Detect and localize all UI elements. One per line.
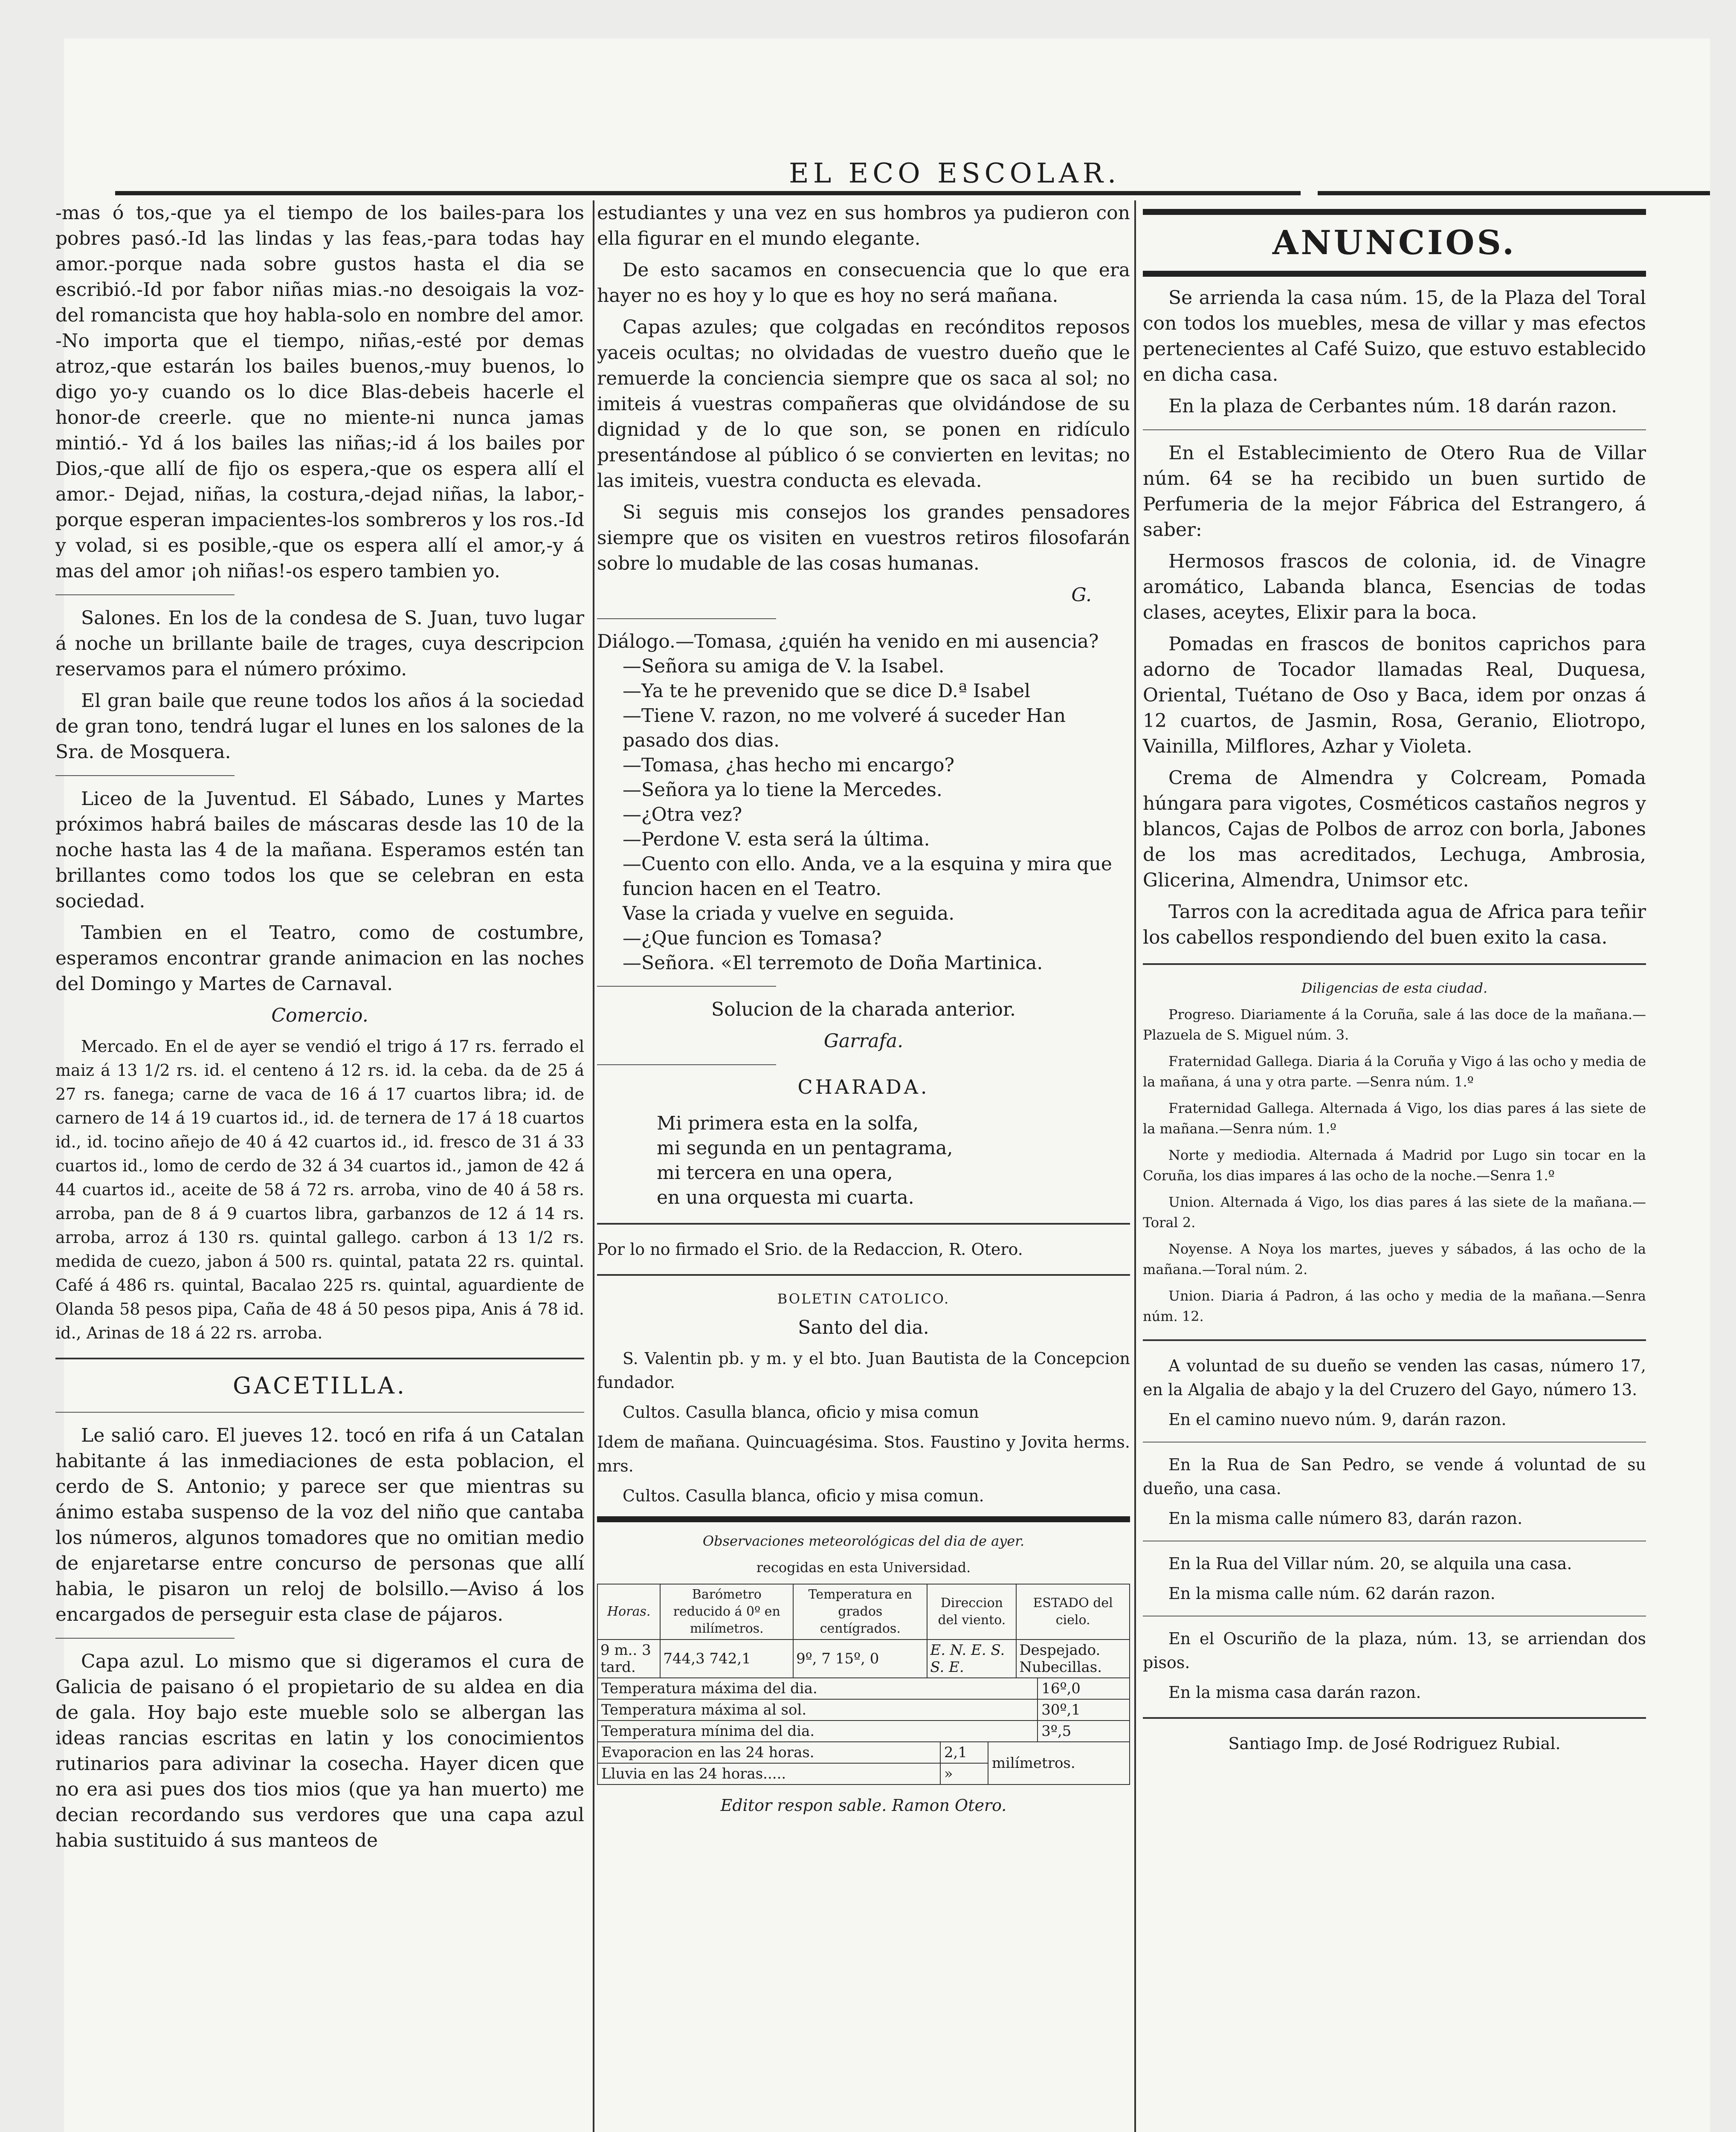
anuncio-oscurino: En el Oscuriño de la plaza, núm. 13, se arriendan dos pisos. xyxy=(1143,1629,1646,1672)
header-horas: Horas. xyxy=(597,1584,660,1640)
header-temperatura: Temperatura en grados centígrados. xyxy=(793,1584,927,1640)
anuncio-perfumeria: En el Establecimiento de Otero Rua de Villar núm. 64 se ha recibido un buen surtido de Perfumeria de la mejor Fábrica del Estrangero, á saber: xyxy=(1143,442,1646,541)
diligencia-item: Progreso. Diariamente á la Coruña, sale á las doce de la mañana.—Plazuela de S. Miguel núm. 3. xyxy=(1143,1006,1646,1043)
divider xyxy=(1143,1717,1646,1719)
consecuencia-paragraph: De esto sacamos en consecuencia que lo que era hayer no es hoy y lo que es hoy no será mañana. xyxy=(597,259,1130,307)
anuncio-perfumeria-pomadas: Pomadas en frascos de bonitos caprichos para adorno de Tocador llamadas Real, Duquesa, Oriental, Tuétano de Oso y Baca, idem por onzas á 12 cuartos, de Jasmin, Rosa, Geranio, Eliotropo, Vainilla, Milflores, Azhar y Violeta. xyxy=(1143,633,1646,757)
anuncio-san-pedro-razon: En la misma calle número 83, darán razon. xyxy=(1168,1509,1523,1528)
dialog-line: Diálogo.—Tomasa, ¿quién ha venido en mi ausencia? xyxy=(597,631,1099,652)
diligencia-item: Noyense. A Noya los martes, jueves y sábados, á las ocho de la mañana.—Toral núm. 2. xyxy=(1143,1241,1646,1277)
observaciones-subheading: recogidas en esta Universidad. xyxy=(756,1559,971,1576)
temp-max-label: Temperatura máxima del dia. xyxy=(597,1678,1038,1699)
anuncio-plaza-toral-razon: En la plaza de Cerbantes núm. 18 darán razon. xyxy=(1168,395,1617,417)
divider xyxy=(55,1638,235,1639)
cell-estado: Despejado. Nubecillas. xyxy=(1016,1640,1130,1678)
charada-verse: mi segunda en un pentagrama, xyxy=(657,1137,953,1159)
capas-azules-paragraph: Capas azules; que colgadas en recónditos reposos yaceis ocultas; no olvidadas de vuestro dueño que le remuerde la conciencia siempre que os saca al sol; no imiteis á vuestras compañeras que olvidándose de su dignidad y de lo que son, se ponen en ridículo presentándose al público ó se convierten en levitas; no las imiteis, vuestra conducta es elevada. xyxy=(597,316,1130,492)
temp-sol-label: Temperatura máxima al sol. xyxy=(597,1699,1038,1721)
cultos-line: Idem de mañana. Quincuagésima. Stos. Faustino y Jovita herms. mrs. xyxy=(597,1433,1130,1475)
mercado-paragraph: Mercado. En el de ayer se vendió el trigo á 17 rs. ferrado el maiz á 13 1/2 rs. id. el centeno á 12 rs. id. la ceba. da de 25 á 27 rs. fanega; carne de vaca de 16 á 17 cuartos libra; id. de carnero de 14 á 19 cuartos id., id. de ternera de 17 á 18 cuartos id., id. tocino añejo de 40 á 42 cuartos id., id. fresco de 31 á 33 cuartos id., lomo de cerdo de 32 á 34 cuartos id., jamon de 42 á 44 cuartos id., aceite de 58 á 72 rs. arroba, vino de 40 á 58 rs. arroba, pan de 8 á 9 cuartos libra, garbanzos de 12 á 14 rs. arroba, arroz á 130 rs. quintal gallego. carbon á 13 1/2 rs. medida de cuezo, jabon á 500 rs. quintal, patata 22 rs. quintal. Café á 486 rs. quintal, Bacalao 225 rs. quintal, aguardiente de Olanda 58 pesos pipa, Caña de 48 á 50 pesos pipa, Anis á 78 id. id., Arinas de 18 á 22 rs. arroba. xyxy=(55,1037,584,1342)
divider xyxy=(597,986,776,987)
temp-sol-value: 30º,1 xyxy=(1038,1699,1130,1721)
cell-barometro: 744,3 742,1 xyxy=(660,1640,793,1678)
anuncio-venta-casas-razon: En el camino nuevo núm. 9, darán razon. xyxy=(1168,1410,1507,1429)
evap-value: 2,1 xyxy=(940,1742,988,1763)
temperature-table xyxy=(597,1677,1130,1742)
dialog-line: —¿Que funcion es Tomasa? xyxy=(623,927,882,949)
divider xyxy=(1143,271,1646,277)
divider xyxy=(55,1358,584,1359)
charada-verse: Mi primera esta en la solfa, xyxy=(657,1112,919,1134)
anuncio-plaza-toral: Se arrienda la casa núm. 15, de la Plaza del Toral con todos los muebles, mesa de villar y mas efectos pertenecientes al Café Suizo, que estuvo establecido en dicha casa. xyxy=(1143,287,1646,385)
capa-azul-continuation: estudiantes y una vez en sus hombros ya pudieron con ella figurar en el mundo elegante. xyxy=(597,202,1130,249)
dialog-line: —Perdone V. esta será la última. xyxy=(623,828,930,850)
dialog-line: —¿Otra vez? xyxy=(623,804,742,826)
lluvia-value: » xyxy=(940,1763,988,1784)
evap-label: Evaporacion en las 24 horas. xyxy=(597,1742,940,1763)
diligencia-item: Norte y mediodia. Alternada á Madrid por Lugo sin tocar en la Coruña, los dias impares á las ocho de la noche.—Senra 1.º xyxy=(1143,1147,1646,1184)
weather-table xyxy=(597,1584,1130,1678)
poem-continuation: -mas ó tos,-que ya el tiempo de los bailes-para los pobres pasó.-Id las lindas y las feas,-para todas hay amor.-porque nada sobre gustos hasta el dia se escribió.-Id por fabor niñas mias.-no desoigais la voz-del romancista que hoy habla-solo en nombre del amor. -No importa que el tiempo, niñas,-esté por demas atroz,-que estarán los bailes buenos,-muy buenos, lo digo yo-y cuando os lo dice Blas-debeis hacerle el honor-de creerle. que no miente-ni nunca jamas mintió.- Yd á los bailes las niñas;-id á los bailes por Dios,-que allí de fijo os espera,-que os espera allí el amor.- Dejad, niñas, la costura,-dejad niñas, la labor,-porque esperan impacientes-los sombreros y los ros.-Id y volad, si es posible,-que os espera allí el amor,-y á mas del amor ¡oh niñas!-os espero tambien yo. xyxy=(55,202,584,582)
boletin-heading: BOLETIN CATOLICO. xyxy=(777,1291,950,1307)
charada-heading: CHARADA. xyxy=(797,1075,930,1098)
anuncio-venta-casas: A voluntad de su dueño se venden las casas, número 17, en la Algalia de abajo y la del Cruzero del Gayo, número 13. xyxy=(1143,1356,1646,1399)
liceo-paragraph: Liceo de la Juventud. El Sábado, Lunes y Martes próximos habrá bailes de máscaras desde las 10 de la noche hasta las 4 de la mañana. Esperamos estén tan brillantes como todos los que se celebran en esta sociedad. xyxy=(55,788,584,912)
dialog-line: —Señora su amiga de V. la Isabel. xyxy=(623,655,945,677)
temp-min-value: 3º,5 xyxy=(1038,1721,1130,1742)
diligencia-item: Fraternidad Gallega. Alternada á Vigo, los dias pares á las siete de la mañana.—Senra núm. 1.º xyxy=(1143,1100,1646,1137)
header-direccion: Direccion del viento. xyxy=(927,1584,1016,1640)
anuncio-perfumeria-tarros: Tarros con la acreditada agua de Africa para teñir los cabellos respondiendo del buen exito la casa. xyxy=(1143,901,1646,948)
divider xyxy=(55,775,235,776)
divider xyxy=(1143,1339,1646,1341)
cell-horas: 9 m.. 3 tard. xyxy=(597,1640,660,1678)
column-divider xyxy=(593,200,594,2132)
lluvia-label: Lluvia en las 24 horas..... xyxy=(597,1763,940,1784)
cultos-line: Cultos. Casulla blanca, oficio y misa comun. xyxy=(623,1486,984,1505)
imprenta-line: Santiago Imp. de José Rodriguez Rubial. xyxy=(1228,1734,1561,1753)
header-rule xyxy=(115,191,1301,195)
gran-baile-paragraph: El gran baile que reune todos los años á la sociedad de gran tono, tendrá lugar el lunes en los salones de la Sra. de Mosquera. xyxy=(55,690,584,763)
capa-azul-paragraph: Capa azul. Lo mismo que si digeramos el cura de Galicia de paisano ó el propietario de su aldea en dia de gala. Hoy bajo este mueble solo se albergan las ideas rancias escritas en latin y los conocimientos rutinarios para adivinar la cosecha. Hayer dicen que no era asi pues dos tios mios (que ya han muerto) me decian recordando sus verdores que una capa azul habia sustituido á sus manteos de xyxy=(55,1651,584,1851)
column-2 xyxy=(597,200,1130,1823)
diligencia-item: Union. Diaria á Padron, á las ocho y media de la mañana.—Senra núm. 12. xyxy=(1143,1288,1646,1324)
anuncio-san-pedro: En la Rua de San Pedro, se vende á voluntad de su dueño, una casa. xyxy=(1143,1455,1646,1498)
anuncio-rua-villar: En la Rua del Villar núm. 20, se alquila una casa. xyxy=(1168,1554,1572,1573)
temp-max-value: 16º,0 xyxy=(1038,1678,1130,1699)
newspaper-title: EL ECO ESCOLAR. xyxy=(789,158,1121,189)
diligencia-item: Fraternidad Gallega. Diaria á la Coruña y Vigo á las ocho y media de la mañana, á una y otra parte. —Senra núm. 1.º xyxy=(1143,1053,1646,1090)
cell-direccion: E. N. E. S. S. E. xyxy=(927,1640,1016,1678)
unit-label: milímetros. xyxy=(988,1742,1130,1784)
consejos-paragraph: Si seguis mis consejos los grandes pensadores siempre que os visiten en vuestros retiros filosofarán sobre lo mudable de las cosas humanas. xyxy=(597,501,1130,574)
anuncio-perfumeria-crema: Crema de Almendra y Colcream, Pomada húngara para vigotes, Cosméticos castaños negros y blancos, Cajas de Polbos de arroz con borla, Jabones de los mas acreditados, Lechuga, Ambrosia, Glicerina, Almendra, Unimsor etc. xyxy=(1143,767,1646,891)
signature: G. xyxy=(1071,584,1092,606)
diligencia-item: Union. Alternada á Vigo, los dias pares á las siete de la mañana.—Toral 2. xyxy=(1143,1194,1646,1231)
anuncio-perfumeria-frascos: Hermosos frascos de colonia, id. de Vinagre aromático, Labanda blanca, Esencias de todas clases, aceytes, Elixir para la boca. xyxy=(1143,550,1646,623)
header-rule-right xyxy=(1318,191,1710,195)
cell-temperatura: 9º, 7 15º, 0 xyxy=(793,1640,927,1678)
divider xyxy=(597,1516,1130,1522)
solucion-answer: Garrafa. xyxy=(823,1030,904,1052)
masthead xyxy=(115,154,1710,205)
firma-line: Por lo no firmado el Srio. de la Redaccion, R. Otero. xyxy=(597,1240,1023,1259)
divider xyxy=(597,1064,776,1065)
anuncio-rua-villar-razon: En la misma calle núm. 62 darán razon. xyxy=(1168,1584,1495,1603)
anuncios-heading: ANUNCIOS. xyxy=(1272,223,1517,262)
observaciones-heading: Observaciones meteorológicas del dia de ayer. xyxy=(702,1533,1025,1549)
dialog-line: —Ya te he prevenido que se dice D.ª Isabel xyxy=(623,680,1031,702)
charada-verse: mi tercera en una opera, xyxy=(657,1162,893,1184)
solucion-heading: Solucion de la charada anterior. xyxy=(711,999,1016,1020)
divider xyxy=(1143,429,1646,430)
le-salio-caro-paragraph: Le salió caro. El jueves 12. tocó en rifa á un Catalan habitante á las inmediaciones de esta poblacion, el cerdo de S. Antonio; y parece ser que mientras su ánimo estaba suspenso de la voz del niño que cantaba los números, algunos tomadores que no omitian medio de enjaretarse entre concurso de personas que allí habia, le pisaron un reloj de bolsillo.—Aviso á los encargados de perseguir esta clase de pájaros. xyxy=(55,1425,584,1625)
gacetilla-heading: GACETILLA. xyxy=(232,1372,407,1399)
dialog-line: —Tiene V. razon, no me volveré á suceder Han pasado dos dias. xyxy=(623,705,1066,751)
divider xyxy=(597,1223,1130,1225)
divider xyxy=(55,1412,584,1413)
dialogo xyxy=(597,629,1130,976)
dialog-line: —Señora. «El terremoto de Doña Martinica. xyxy=(623,952,1043,974)
divider xyxy=(55,594,235,595)
dialog-line: —Cuento con ello. Anda, ve a la esquina y mira que funcion hacen en el Teatro. xyxy=(623,853,1112,900)
divider xyxy=(597,618,776,619)
column-3 xyxy=(1143,200,1646,1761)
header-estado: ESTADO del cielo. xyxy=(1016,1584,1130,1640)
diligencias-heading: Diligencias de esta ciudad. xyxy=(1301,980,1488,996)
santo-text: S. Valentin pb. y m. y el bto. Juan Bautista de la Concepcion fundador. xyxy=(597,1349,1130,1392)
dialog-line: —Señora ya lo tiene la Mercedes. xyxy=(623,779,942,801)
charada-verse: en una orquesta mi cuarta. xyxy=(657,1187,914,1208)
column-1 xyxy=(55,200,584,1860)
anuncio-oscurino-razon: En la misma casa darán razon. xyxy=(1168,1683,1421,1702)
evaporation-table xyxy=(597,1741,1130,1785)
dialog-line: —Tomasa, ¿has hecho mi encargo? xyxy=(623,754,955,776)
teatro-paragraph: Tambien en el Teatro, como de costumbre, esperamos encontrar grande animacion en las noches del Domingo y Martes de Carnaval. xyxy=(55,922,584,995)
salones-paragraph: Salones. En los de la condesa de S. Juan, tuvo lugar á noche un brillante baile de trages, cuya descripcion reservamos para el número próximo. xyxy=(55,607,584,680)
comercio-heading: Comercio. xyxy=(271,1005,368,1026)
divider xyxy=(1143,1442,1646,1443)
cultos-line: Cultos. Casulla blanca, oficio y misa comun xyxy=(623,1403,979,1422)
editor-line: Editor respon sable. Ramon Otero. xyxy=(720,1796,1007,1815)
dialog-line: Vase la criada y vuelve en seguida. xyxy=(623,903,955,924)
header-barometro: Barómetro reducido á 0º en milímetros. xyxy=(660,1584,793,1640)
santo-heading: Santo del dia. xyxy=(798,1317,929,1338)
divider xyxy=(1143,963,1646,965)
divider xyxy=(597,1274,1130,1276)
temp-min-label: Temperatura mínima del dia. xyxy=(597,1721,1038,1742)
divider xyxy=(1143,209,1646,215)
column-divider xyxy=(1134,200,1136,2132)
